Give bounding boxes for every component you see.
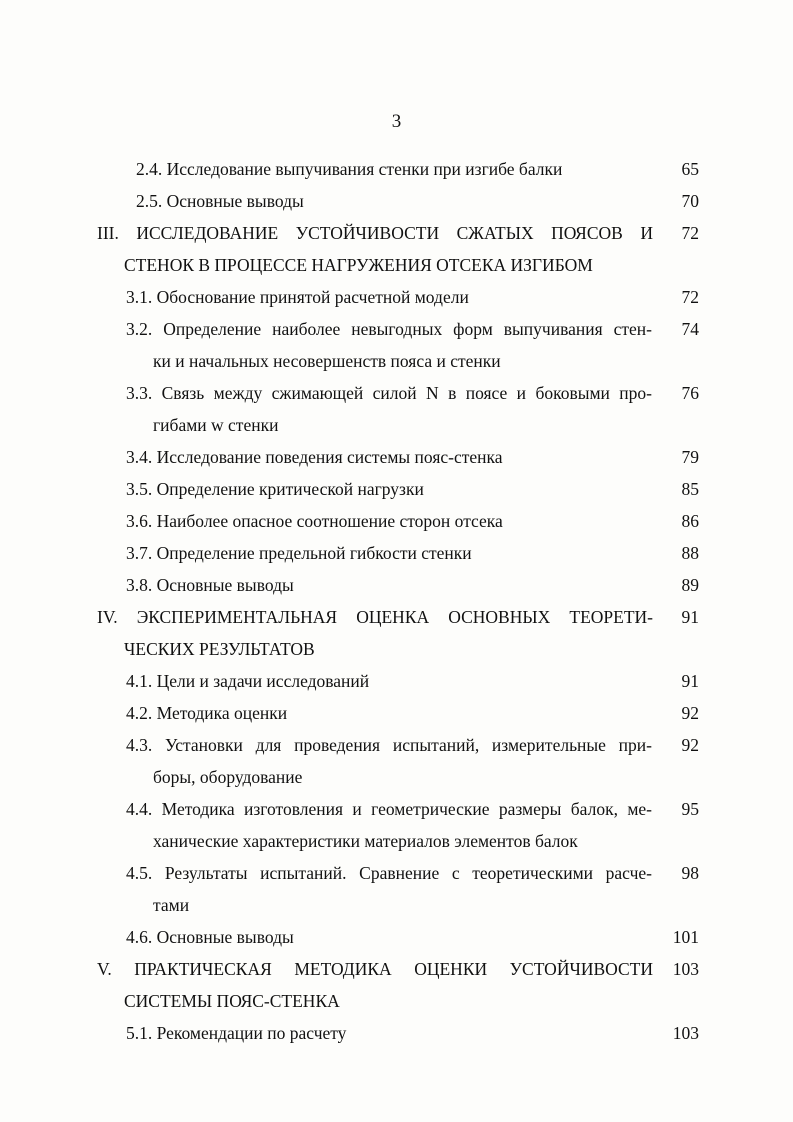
toc-entry [0,798,793,862]
toc-entry-page: 65 [681,159,699,179]
toc-entry-title: 3.2. Определение наиболее невыгодных форм выпучивания стен- [126,319,652,339]
toc-entry [0,670,793,702]
toc-entry-page: 74 [681,319,699,339]
toc-entry [0,158,793,190]
toc-entry-title: 4.3. Установки для проведения испытаний, измерительные при- [126,735,652,755]
toc-entry-title-cont: ханические характеристики материалов элементов балок [153,831,578,851]
toc-entry-page: 72 [681,223,699,243]
toc-entry-page: 70 [681,191,699,211]
toc-entry-title: 4.4. Методика изготовления и геометрические размеры балок, ме- [126,799,652,819]
toc-entry-page: 86 [681,511,699,531]
toc-entry [0,606,793,670]
toc-entry-title: IV. ЭКСПЕРИМЕНТАЛЬНАЯ ОЦЕНКА ОСНОВНЫХ ТЕОРЕТИ- [97,607,653,627]
toc-entry [0,1022,793,1054]
toc-entry [0,542,793,574]
toc-entry-title: 4.1. Цели и задачи исследований [126,671,370,691]
toc-entry [0,318,793,382]
page-number: 3 [391,111,402,132]
toc-entry [0,190,793,222]
toc-entry [0,734,793,798]
toc-entry-title: 3.3. Связь между сжимающей силой N в поясе и боковыми про- [126,383,652,403]
toc-entry-title: 2.5. Основные выводы [136,191,304,211]
toc-entry-title-cont: СТЕНОК В ПРОЦЕССЕ НАГРУЖЕНИЯ ОТСЕКА ИЗГИБОМ [124,255,593,275]
table-of-contents [0,152,793,1048]
toc-entry-page: 103 [672,959,699,979]
toc-entry-title: 3.8. Основные выводы [126,575,294,595]
toc-entry-page: 101 [672,927,699,947]
toc-entry-title: 3.6. Наиболее опасное соотношение сторон отсека [126,511,503,531]
toc-entry [0,926,793,958]
toc-entry-page: 88 [681,543,699,563]
toc-entry-page: 91 [681,671,699,691]
toc-entry [0,510,793,542]
toc-entry [0,574,793,606]
toc-entry-title-cont: боры, оборудование [153,767,303,787]
toc-entry [0,862,793,926]
toc-entry-page: 89 [681,575,699,595]
toc-entry [0,446,793,478]
toc-entry-title-cont: ки и начальных несовершенств пояса и стенки [153,351,501,371]
toc-entry-title: 5.1. Рекомендации по расчету [126,1023,347,1043]
toc-entry-page: 95 [681,799,699,819]
toc-entry-page: 92 [681,735,699,755]
toc-entry-page: 91 [681,607,699,627]
toc-entry-page: 72 [681,287,699,307]
toc-entry [0,478,793,510]
toc-entry-title: 2.4. Исследование выпучивания стенки при изгибе балки [136,159,563,179]
toc-entry-title: 3.5. Определение критической нагрузки [126,479,424,499]
toc-entry [0,958,793,1022]
toc-entry-title: V. ПРАКТИЧЕСКАЯ МЕТОДИКА ОЦЕНКИ УСТОЙЧИВОСТИ [97,959,653,979]
toc-entry-page: 76 [681,383,699,403]
toc-entry-page: 79 [681,447,699,467]
toc-entry-page: 85 [681,479,699,499]
toc-entry-title-cont: тами [153,895,190,915]
toc-entry-title: 3.4. Исследование поведения системы пояс-стенка [126,447,503,467]
toc-entry-title-cont: СИСТЕМЫ ПОЯС-СТЕНКА [124,991,340,1011]
toc-entry-title: 4.6. Основные выводы [126,927,294,947]
toc-entry-title: 4.2. Методика оценки [126,703,288,723]
toc-entry-title: 3.1. Обоснование принятой расчетной модели [126,287,469,307]
toc-entry-page: 103 [672,1023,699,1043]
toc-entry-page: 92 [681,703,699,723]
toc-entry [0,222,793,286]
toc-entry [0,702,793,734]
toc-entry-title-cont: гибами w стенки [153,415,279,435]
toc-entry [0,382,793,446]
toc-entry-title-cont: ЧЕСКИХ РЕЗУЛЬТАТОВ [124,639,315,659]
toc-entry [0,286,793,318]
toc-entry-page: 98 [681,863,699,883]
toc-entry-title: III. ИССЛЕДОВАНИЕ УСТОЙЧИВОСТИ СЖАТЫХ ПОЯСОВ И [97,223,653,243]
toc-entry-title: 4.5. Результаты испытаний. Сравнение с теоретическими расче- [126,863,652,883]
toc-entry-title: 3.7. Определение предельной гибкости стенки [126,543,472,563]
